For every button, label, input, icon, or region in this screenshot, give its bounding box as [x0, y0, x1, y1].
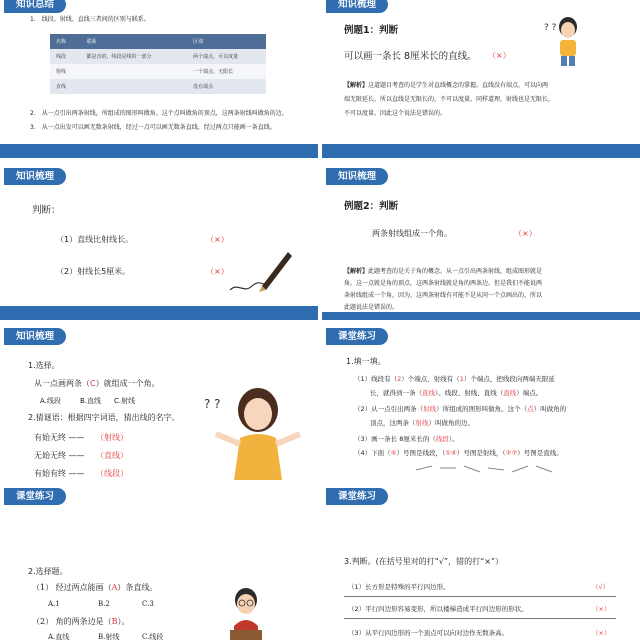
- table-cell: 一个端点，无限长: [187, 64, 266, 79]
- question-text: （2） 角的两条边是（: [32, 617, 112, 626]
- slide-example-1[interactable]: [322, 0, 640, 158]
- example-answer: （×）: [514, 229, 537, 238]
- summary-item-3: 3. 从一点出发可以画无数条射线，经过一点可以画无数条直线，经过两点只能画一条直线。: [30, 124, 276, 131]
- slide-header: 课堂练习: [326, 328, 388, 345]
- option-b: B.直线: [80, 397, 102, 405]
- choice-title: 1.选择。: [28, 361, 60, 370]
- choice-question-1: [32, 582, 157, 593]
- option-c: C.射线: [114, 397, 136, 405]
- summary-item-2: 2. 从一点引出两条射线，所组成的图形叫做角。这个点叫做角的顶点，这两条射线叫做角的边。: [30, 110, 288, 117]
- table-cell: [80, 79, 187, 94]
- slide-fill-blank[interactable]: [322, 322, 640, 480]
- tf-title: 3.判断。(在括号里对的打“√”，错的打“×”）: [344, 557, 504, 566]
- slide-header: 课堂练习: [326, 488, 388, 505]
- question-text: ）。: [117, 617, 130, 626]
- tf-question-2: （2）平行四边形容易变形，所以楼梯造成平行四边形的形状。: [348, 605, 528, 613]
- explanation-line: 条射线组成一个角，因为，这两条射线有可能不是从同一个点画出的，所以: [344, 292, 543, 299]
- explanation-text: [344, 266, 542, 275]
- table-cell: 没有端点: [187, 79, 266, 94]
- question-text: （1） 经过两点能画（: [32, 583, 112, 592]
- fill-line: [370, 388, 542, 397]
- tf-answer-2: （×）: [592, 605, 611, 613]
- answer-text: 直线: [422, 389, 435, 397]
- question-text: （3）画一条长 8厘米长的（: [354, 435, 436, 443]
- slide-example-2[interactable]: [322, 162, 640, 320]
- option-b: B.射线: [98, 633, 120, 640]
- fill-line: [354, 374, 555, 383]
- riddle-item: 无始无终 ——: [34, 451, 85, 460]
- answer-text: ②⑦: [505, 449, 518, 457]
- option-c: C.3: [142, 600, 154, 608]
- divider: [344, 618, 616, 619]
- riddle-item: 有始无终 ——: [34, 433, 85, 442]
- table-row: [50, 79, 266, 94]
- footer-bar: [0, 144, 318, 158]
- line-figures-icon: [412, 462, 562, 478]
- slide-header: 知识梳理: [326, 168, 388, 185]
- table-cell: 直线: [50, 79, 80, 94]
- question-text: ）叫做角的: [533, 405, 567, 413]
- girl-illustration-icon: [204, 382, 304, 480]
- comparison-table: [50, 34, 266, 94]
- slide-header: 知识梳理: [326, 0, 388, 13]
- table-header: 区别: [187, 34, 266, 49]
- explanation-line: 此题考查的是关于角的概念。从一点引出两条射线，组成图形就是: [368, 268, 543, 275]
- question-text: 顶点，这两条（: [370, 419, 416, 427]
- slide-header: 知识总结: [4, 0, 66, 13]
- option-a: A.直线: [48, 633, 70, 640]
- option-a: A.1: [48, 600, 60, 608]
- example-question: 两条射线组成一个角。: [372, 229, 452, 238]
- slide-header: 知识梳理: [4, 328, 66, 345]
- explanation-line: 端无限延长，所以直线是无限长的，不可以度量。同样道理，射线也是无限长，: [344, 96, 555, 103]
- question-text: ）。线段、射线、直线（: [435, 389, 504, 397]
- fill-line: [370, 418, 474, 427]
- summary-item-1: 1. 线段、射线、直线三者间的区别与联系。: [30, 16, 150, 23]
- slide-judge[interactable]: [0, 162, 318, 320]
- fill-line: [354, 448, 563, 457]
- judge-question-2: （2）射线长5厘米。: [56, 267, 131, 276]
- answer-text: C: [90, 379, 96, 388]
- answer-text: 1: [459, 375, 464, 383]
- question-text: ）个端点，射线有（: [401, 375, 460, 383]
- svg-text:? ?: ? ?: [544, 23, 557, 33]
- table-header: 联系: [80, 34, 187, 49]
- slide-true-false[interactable]: [322, 482, 640, 640]
- table-cell: 两个端点，可以度量: [187, 49, 266, 64]
- question-text: ）端点。: [516, 389, 543, 397]
- question-text: （1）线段有（: [354, 375, 398, 383]
- footer-bar: [0, 306, 318, 320]
- option-b: B.2: [98, 600, 110, 608]
- choice-question-2: [32, 616, 130, 627]
- table-cell: 线段: [50, 49, 80, 64]
- teacher-illustration-icon: [226, 586, 266, 640]
- judge-question-1: （1）直线比射线长。: [56, 235, 134, 244]
- example-question: 可以画一条长 8厘米长的直线。: [344, 51, 477, 62]
- question-text: ）就组成一个角。: [95, 379, 160, 388]
- question-text: ）个端点，把线段向两端无限延: [463, 375, 555, 383]
- option-a: A.线段: [40, 397, 61, 405]
- explanation-lead: 【解析】: [344, 82, 369, 89]
- example-title: 例题2：判断: [344, 201, 399, 212]
- explanation-line: 这道题目考查的是学生对直线概念的掌握。直线没有端点，可以向两: [368, 82, 549, 89]
- question-text: 长，就得到一条（: [370, 389, 422, 397]
- fill-title: 1.填一填。: [346, 357, 386, 366]
- divider: [344, 596, 616, 597]
- table-row: [50, 64, 266, 79]
- question-text: ）叫做角的边。: [428, 419, 474, 427]
- judge-title: 判断：: [32, 205, 61, 216]
- table-cell: 射线: [50, 64, 80, 79]
- slide-knowledge-summary[interactable]: [0, 0, 318, 158]
- explanation-line: 此题说法是错误的。: [344, 304, 399, 311]
- answer-text: 点: [527, 405, 534, 413]
- riddle-answer: （射线）: [96, 433, 128, 442]
- pen-icon: [226, 246, 296, 296]
- table-row: [50, 49, 266, 64]
- explanation-text: [344, 80, 548, 89]
- answer-text: ⑤: [390, 449, 397, 457]
- slide-header: 课堂练习: [4, 488, 66, 505]
- question-text: ）号图是直线。: [517, 449, 563, 457]
- option-c: C.线段: [142, 633, 164, 640]
- footer-bar: [322, 144, 640, 158]
- example-answer: （×）: [488, 51, 511, 60]
- svg-text:? ?: ? ?: [204, 397, 221, 411]
- slide-choice-riddle[interactable]: [0, 322, 318, 480]
- answer-text: 射线: [423, 405, 437, 413]
- riddle-title: 2.猜谜语：根据四字词语，猜出线的名字。: [28, 413, 180, 422]
- question-text: ）号图是射线，（: [456, 449, 506, 457]
- choice-question: [34, 378, 160, 389]
- fill-line: [354, 404, 566, 413]
- tf-question-1: （1）长方形是特殊的平行四边形。: [348, 583, 450, 591]
- footer-bar: [322, 312, 640, 320]
- example-title: 例题1：判断: [344, 25, 399, 36]
- answer-text: A: [111, 583, 118, 592]
- slide-header: 知识梳理: [4, 168, 66, 185]
- question-text: （2）从一点引出两条（: [354, 405, 424, 413]
- tf-answer-1: （√）: [592, 583, 610, 591]
- question-text: （4）下面（: [354, 449, 391, 457]
- fill-line: [354, 434, 459, 443]
- judge-answer-1: （×）: [206, 235, 229, 244]
- table-cell: 都是直的，线段是线的一部分: [80, 49, 187, 64]
- judge-answer-2: （×）: [206, 267, 229, 276]
- answer-text: ①⑥: [445, 449, 457, 457]
- tf-question-3: （3）从平行四边形的一个顶点可以向对边作无数条高。: [348, 629, 509, 637]
- slide-multiple-choice[interactable]: [0, 482, 318, 640]
- explanation-lead: 【解析】: [344, 268, 369, 275]
- table-cell: [80, 64, 187, 79]
- table-header: 名称: [50, 34, 80, 49]
- question-text: ）。: [448, 435, 459, 443]
- question-text: ）所组成的图形叫做角。这个（: [436, 405, 528, 413]
- question-text: ）号图是线段，（: [396, 449, 446, 457]
- question-text: 从一点画两条（: [34, 379, 90, 388]
- answer-text: B: [111, 617, 118, 626]
- question-text: ）条直线。: [117, 583, 158, 592]
- answer-text: 2: [397, 375, 402, 383]
- explanation-line: 角。这一点就是角的顶点，这两条射线就是角的两条边。但是我们不能说两: [344, 280, 543, 287]
- boy-illustration-icon: [544, 12, 584, 72]
- answer-text: 线段: [435, 435, 449, 443]
- riddle-item: 有始有终 ——: [34, 469, 85, 478]
- tf-answer-3: （×）: [592, 629, 611, 637]
- answer-text: 射线: [415, 419, 429, 427]
- answer-text: 直线: [503, 389, 517, 397]
- riddle-answer: （线段）: [96, 469, 128, 478]
- choice-title: 2.选择题。: [28, 567, 68, 576]
- explanation-line: 不可以度量。因此这个说法是错误的。: [344, 110, 447, 117]
- riddle-answer: （直线）: [96, 451, 128, 460]
